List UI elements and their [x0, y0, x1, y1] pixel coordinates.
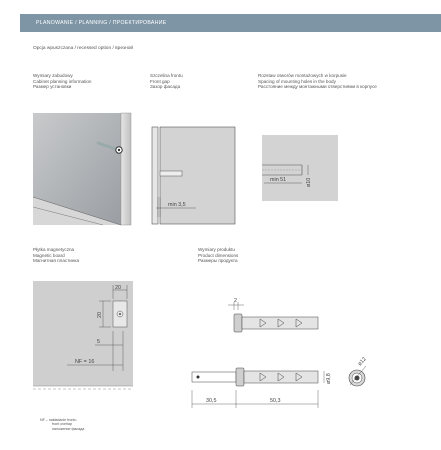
mounting-spacing-drawing	[262, 135, 342, 205]
spacing-heading	[258, 73, 377, 90]
product-dimensions-drawing	[190, 296, 390, 411]
magnetic-board-heading	[33, 247, 79, 264]
product-head	[234, 314, 242, 332]
head-thickness-label: 2	[234, 298, 237, 304]
heading-line-en: Cabinet planning information	[33, 78, 92, 84]
heading-line-pl: Wymiary produktu	[198, 247, 235, 252]
product-body-extended	[244, 371, 318, 383]
heading-line-en: Product dimensions	[198, 252, 239, 258]
body-length-label: 50,3	[270, 398, 281, 404]
front-overlap-label: NF = 16	[75, 359, 95, 365]
magnetic-board-drawing	[33, 281, 143, 396]
footnote-line-ru: наложение фасада	[52, 426, 85, 431]
front-gap-heading	[150, 73, 183, 90]
latch-section	[160, 171, 182, 176]
heading-line-en: Front gap	[150, 78, 170, 84]
heading-line-ru: Магнитная пластинка	[33, 258, 80, 264]
cabinet-planning-drawing	[33, 113, 133, 233]
min-spacing-label: min 51	[270, 177, 287, 183]
front-gap-drawing	[148, 127, 243, 227]
product-dimensions-heading	[198, 247, 238, 264]
plate-height-label: 20	[97, 312, 103, 318]
heading-line-en: Spacing of mounting holes in the body	[258, 78, 336, 84]
heading-line-ru: Размеры продукта	[198, 258, 238, 264]
head-diameter-label: ø12	[357, 356, 368, 368]
heading-line-ru: Расстояние между монтажными отверстиями в корпусе	[258, 84, 377, 90]
body-panel-section	[262, 135, 338, 201]
heading-line-ru: Размер установки	[33, 84, 72, 90]
heading-line-pl: Szczelina frontu	[150, 73, 183, 78]
heading-line-en: Magnetic board	[33, 252, 65, 258]
cabinet-front-panel	[33, 281, 133, 386]
cabinet-planning-heading	[33, 73, 91, 90]
heading-line-pl: Wymiary zabudowy	[33, 73, 73, 78]
header-title: PLANOWANIE / PLANNING / ПРОЕКТИРОВАНИЕ	[36, 20, 167, 26]
front-panel-section	[152, 127, 158, 224]
product-body	[242, 317, 318, 329]
plate-width-label: 20	[115, 285, 121, 291]
plate-offset-label: 5	[97, 339, 100, 345]
heading-line-pl: Rozstaw otworów montażowych w korpusie	[258, 73, 347, 78]
diameter-10-label: ø10	[306, 177, 312, 187]
footnote-line-en: front overlap	[52, 422, 72, 427]
cabinet-front-edge	[121, 113, 131, 225]
body-diameter-label: ø9,8	[326, 373, 332, 384]
subtitle: Opcja wpuszczana / recessed option / врезной	[33, 46, 134, 51]
heading-line-ru: Зазор фасада	[150, 84, 181, 90]
header-banner	[20, 14, 441, 32]
product-head-extended	[236, 368, 244, 386]
heading-line-pl: Płytka magnetyczna	[33, 247, 75, 252]
footnote-line-pl: NF – nakładanie frontu	[40, 418, 77, 422]
footnote	[40, 418, 84, 431]
min-gap-label: min 3,5	[168, 202, 186, 208]
plunger-length-label: 30,5	[206, 398, 217, 404]
